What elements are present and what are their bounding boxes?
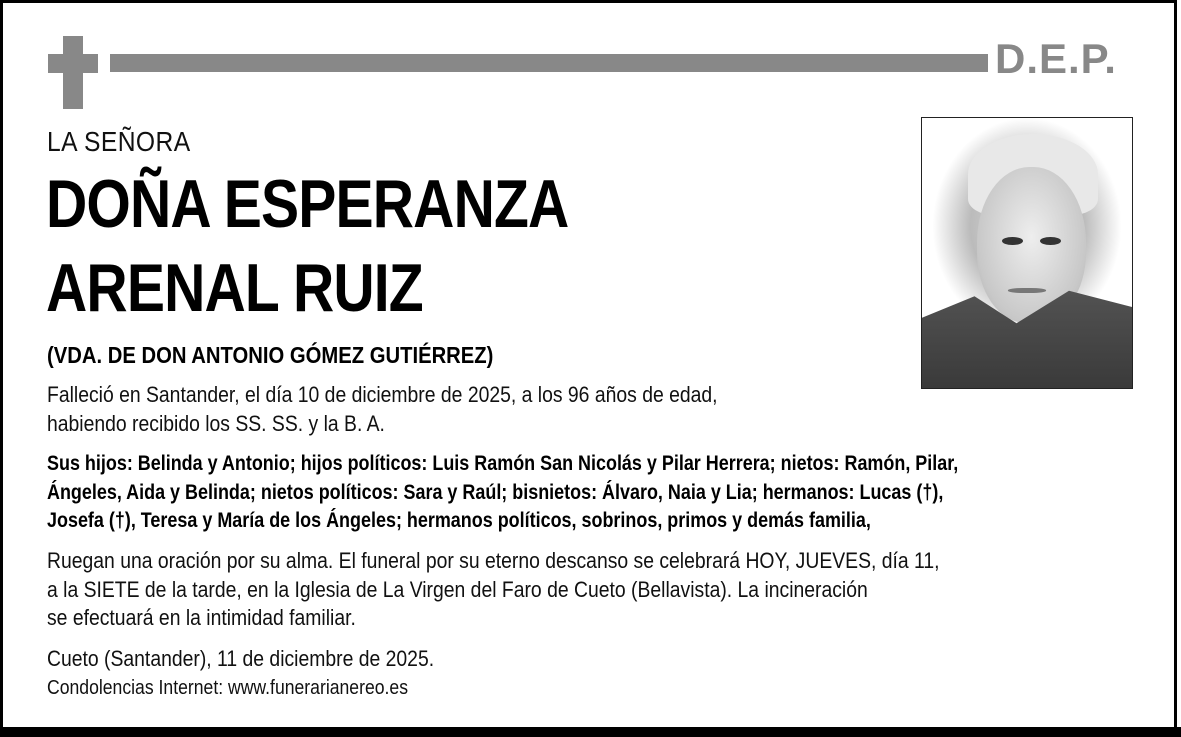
- death-paragraph: [47, 381, 718, 438]
- funeral-line: se efectuará en la intimidad familiar.: [47, 605, 356, 630]
- family-line: Josefa (†), Teresa y María de los Ángeles; hermanos políticos, sobrinos, primos y demás familia,: [47, 509, 871, 532]
- photo-eye-right: [1040, 237, 1061, 245]
- condolences-link: Condolencias Internet: www.funerarianereo.es: [47, 677, 409, 699]
- widow-of: (VDA. DE DON ANTONIO GÓMEZ GUTIÉRREZ): [47, 342, 494, 368]
- family-paragraph: [47, 450, 958, 536]
- header-rule: [110, 54, 988, 72]
- deceased-name-line1: DOÑA ESPERANZA: [46, 166, 569, 242]
- deceased-name-line2: ARENAL RUIZ: [46, 250, 423, 326]
- dep-label: D.E.P.: [995, 35, 1117, 82]
- family-line: Sus hijos: Belinda y Antonio; hijos políticos: Luis Ramón San Nicolás y Pilar Herrera; nietos: Ramón, Pilar,: [47, 452, 959, 475]
- death-line: Falleció en Santander, el día 10 de diciembre de 2025, a los 96 años de edad,: [47, 382, 718, 407]
- death-line: habiendo recibido los SS. SS. y la B. A.: [47, 410, 385, 436]
- title-prefix: LA SEÑORA: [47, 126, 191, 157]
- funeral-paragraph: [47, 547, 940, 633]
- family-line: Ángeles, Aida y Belinda; nietos políticos: Sara y Raúl; bisnietos: Álvaro, Naia y Lia; hermanos: Lucas (†),: [47, 480, 944, 504]
- funeral-line: Ruegan una oración por su alma. El funeral por su eterno descanso se celebrará HOY, JUEVES, día 11,: [47, 548, 940, 573]
- bottom-border: [0, 727, 1181, 737]
- portrait-photo: [921, 117, 1133, 389]
- cross-icon-bar: [48, 54, 98, 73]
- photo-eye-left: [1002, 237, 1023, 245]
- place-date: Cueto (Santander), 11 de diciembre de 2025.: [47, 646, 435, 671]
- funeral-line: a la SIETE de la tarde, en la Iglesia de La Virgen del Faro de Cueto (Bellavista). La incineración: [47, 576, 868, 602]
